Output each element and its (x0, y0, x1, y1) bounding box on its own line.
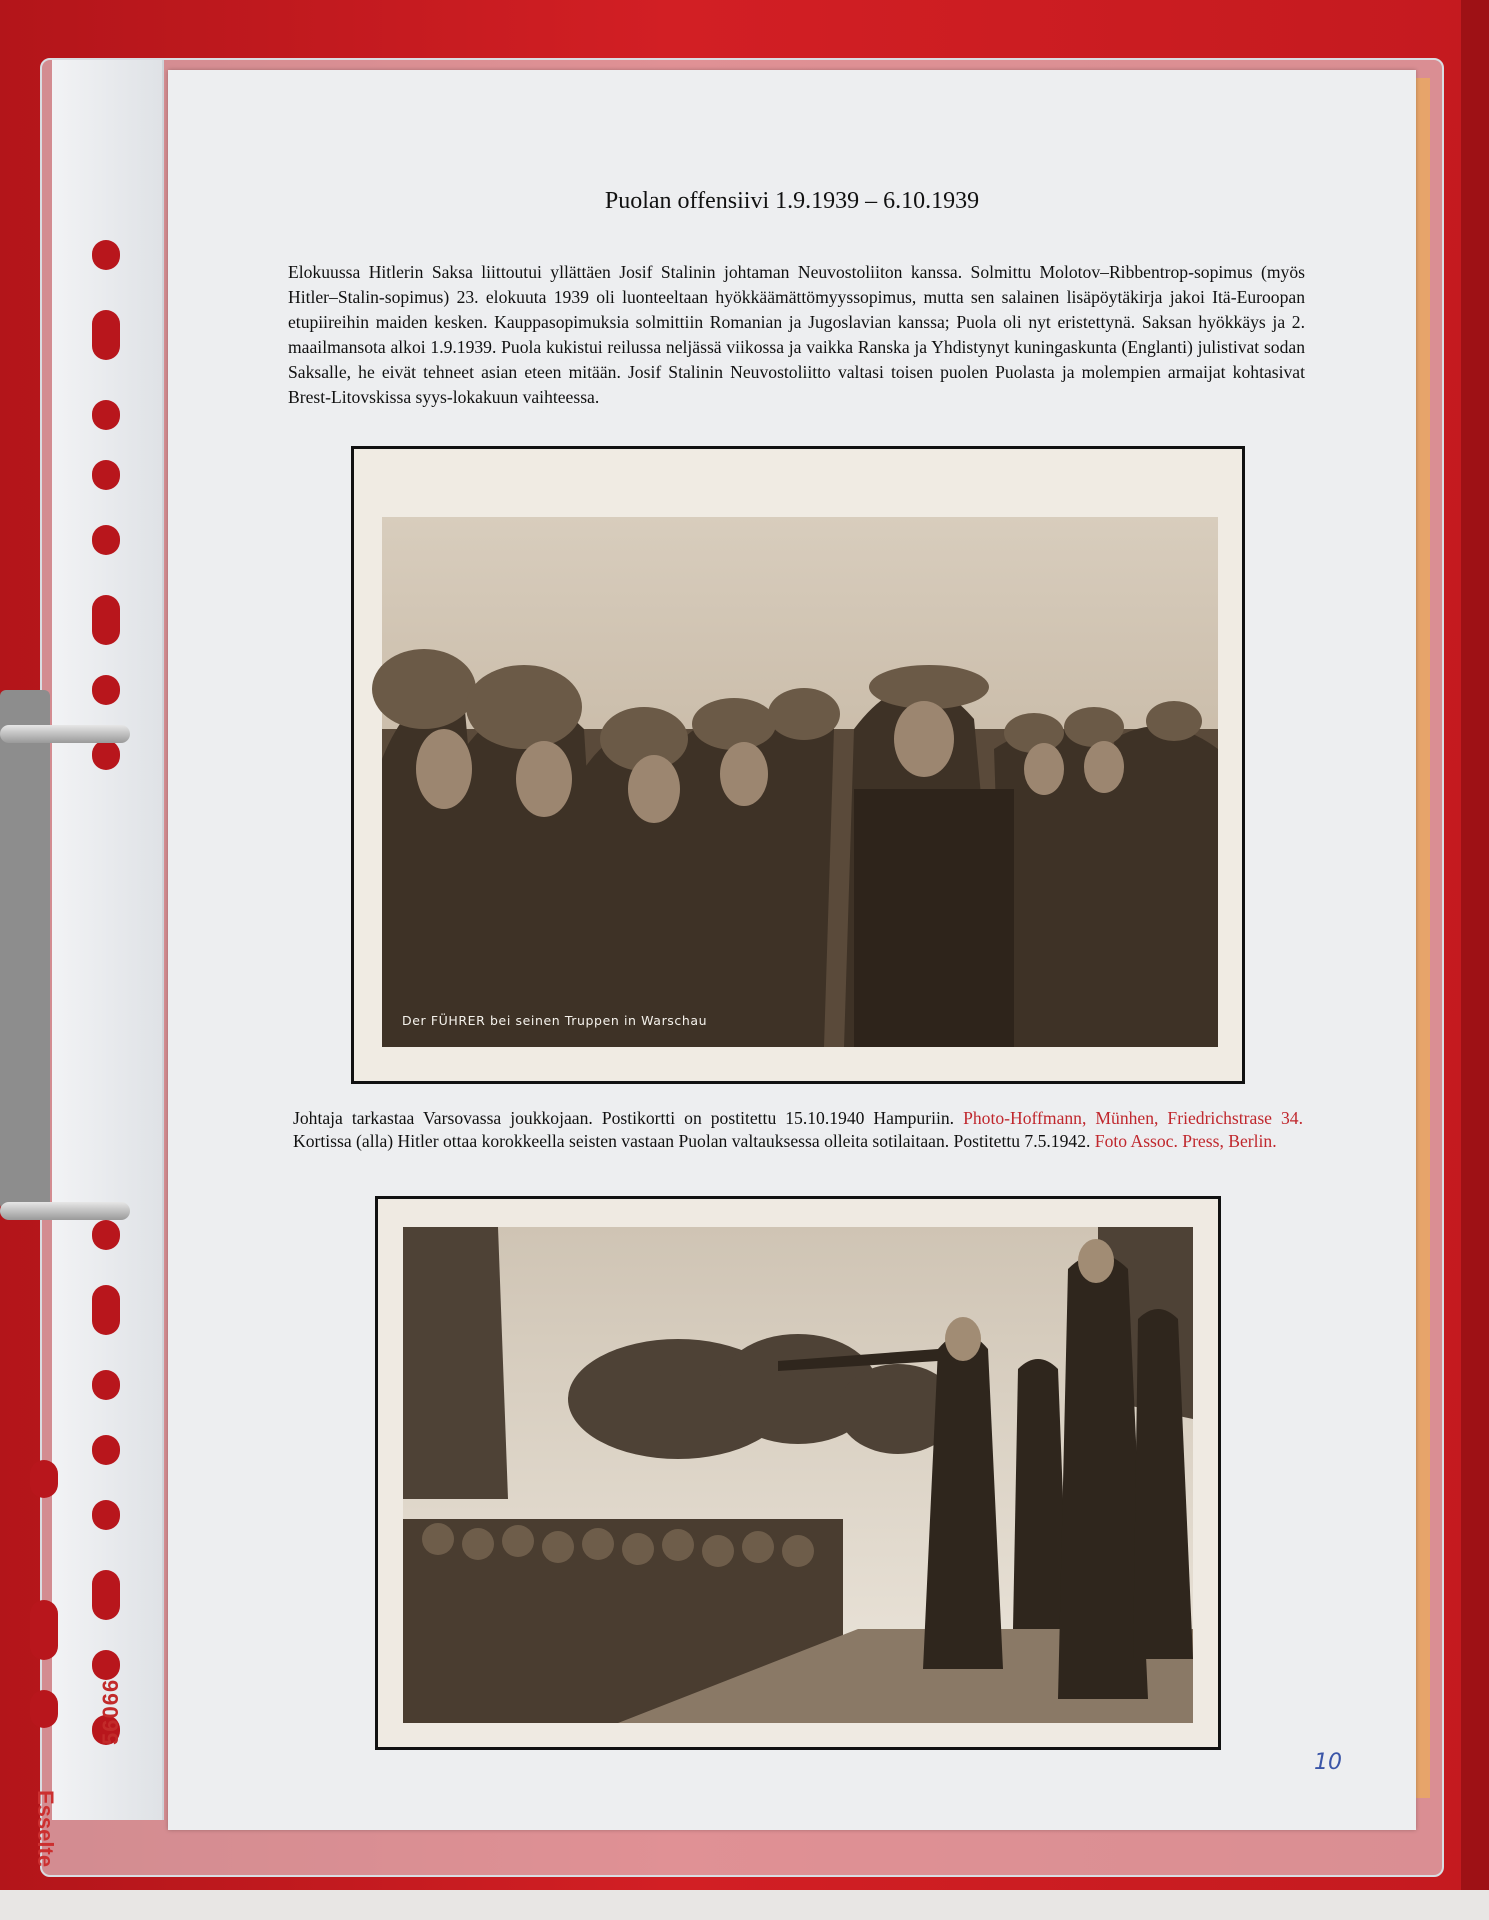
punch-hole (92, 1370, 120, 1400)
page-stack-edge (1416, 78, 1430, 1798)
sepia-photo-parade (378, 1199, 1218, 1747)
punch-hole (92, 1500, 120, 1530)
punch-hole (92, 240, 120, 270)
punch-hole (30, 1460, 58, 1498)
punch-hole (30, 1600, 58, 1660)
ring-mechanism (0, 690, 50, 1210)
postcard-photo-parade (375, 1196, 1221, 1750)
punch-hole (92, 1220, 120, 1250)
caption-text-2: Kortissa (alla) Hitler ottaa korokkeella seisten vastaan Puolan valtauksessa olleita sotilaitaan. Postitettu 7.5.1942. (293, 1131, 1095, 1151)
caption-credit-hoffmann: Photo-Hoffmann, Münhen, Friedrichstrase 34. (963, 1108, 1303, 1128)
page-title: Puolan offensiivi 1.9.1939 – 6.10.1939 (604, 188, 980, 214)
postcard-photo-warsaw (351, 446, 1245, 1084)
punch-hole (92, 1285, 120, 1335)
punch-hole (92, 675, 120, 705)
photo-caption-warschau: Der FÜHRER bei seinen Truppen in Warschau (402, 1013, 708, 1028)
punch-hole (92, 1650, 120, 1680)
punch-hole (92, 595, 120, 645)
caption-text-1: Johtaja tarkastaa Varsovassa joukkojaan. Postikortti on postitettu 15.10.1940 Hampuriin. (293, 1108, 964, 1128)
binder-ring-bottom (0, 1202, 130, 1220)
sleeve-product-code: 56066 (98, 1678, 123, 1745)
sepia-photo-troops (354, 449, 1242, 1081)
photo-caption-paragraph (293, 1107, 1303, 1153)
binder-ring-top (0, 725, 130, 743)
table-surface (0, 1890, 1489, 1920)
punch-hole (92, 740, 120, 770)
punch-hole (92, 1570, 120, 1620)
intro-paragraph: Elokuussa Hitlerin Saksa liittoutui yllättäen Josif Stalinin johtaman Neuvostoliiton kanssa. Solmittu Molotov–Ribbentrop-sopimus (myös Hitler–Stalin-sopimus) 23. elokuuta 1939 oli luonteeltaan hyökkäämättömyyssopimus, mutta sen salainen lisäpöytäkirja jakoi Itä-Euroopan etupiireihin maiden kesken. Kauppasopimuksia solmittiin Romanian ja Jugoslavian kanssa; Puola oli nyt eristettynä. Saksan hyökkäys ja 2. maailmansota alkoi 1.9.1939. Puola kukistui reilussa neljässä viikossa ja vaikka Ranska ja Yhdistynyt kuningaskunta (Englanti) julistivat sodan Saksalle, he eivät tehneet asian eteen mitään. Josif Stalinin Neuvostoliitto valtasi toisen puolen Puolasta ja molempien armaijat kohtasivat Brest-Litovskissa syys-lokakuun vaihteessa. (288, 262, 1305, 407)
binder-edge (1461, 0, 1489, 1920)
handwritten-page-number: 10 (1314, 1750, 1342, 1775)
caption-credit-assoc-press: Foto Assoc. Press, Berlin. (1094, 1131, 1277, 1151)
punch-hole (92, 460, 120, 490)
punch-hole (92, 310, 120, 360)
punch-hole (92, 1435, 120, 1465)
punch-hole (92, 400, 120, 430)
sleeve-brand-logo: Esselte (33, 1790, 58, 1868)
album-page (168, 70, 1416, 1830)
punch-hole (92, 525, 120, 555)
punch-hole (30, 1690, 58, 1728)
